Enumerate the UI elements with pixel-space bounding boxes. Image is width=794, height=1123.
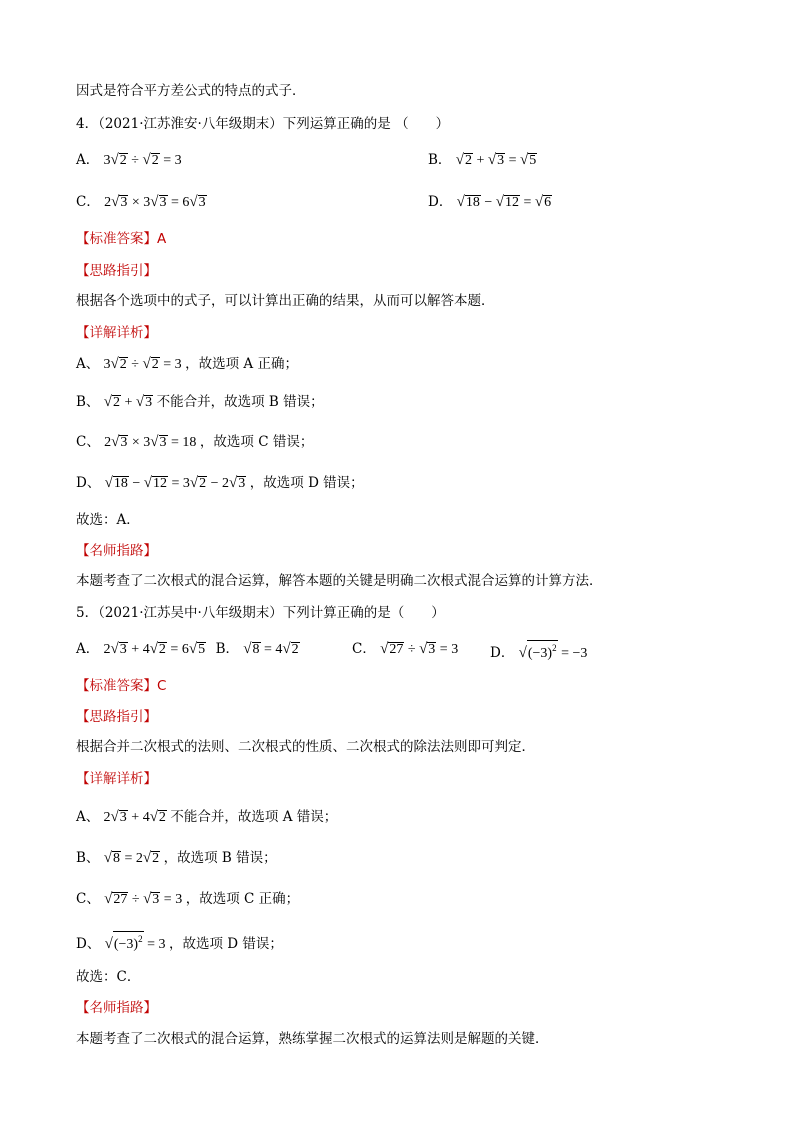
q4-option-b: B． √2 + √3 = √5	[428, 152, 537, 168]
q5-idea: 根据合并二次根式的法则、二次根式的性质、二次根式的除法法则即可判定．	[76, 739, 535, 755]
q4-detail-a: A、 3√2 ÷ √2 = 3 ，故选项 A 正确；	[76, 356, 298, 372]
q5-detail-a: A、 2√3 + 4√2 不能合并，故选项 A 错误；	[76, 809, 338, 825]
q5-option-d: D． $√(-3)^2 = -3$	[490, 640, 587, 663]
q5-detail-c: C、 √27 ÷ √3 = 3 ，故选项 C 正确；	[76, 891, 300, 907]
q5-option-a: A． 2√3 + 4√2 = 6√5	[76, 641, 206, 657]
q5-stem: 5．（2021·江苏吴中·八年级期末）下列计算正确的是（ ）	[76, 605, 445, 621]
q4-detail-b: B、 √2 + √3 不能合并，故选项 B 错误；	[76, 394, 324, 410]
q4-detail-d: D、 √18 − √12 = 3√2 − 2√3 ，故选项 D 错误；	[76, 475, 364, 491]
q4-teacher-heading: 【名师指路】	[76, 543, 157, 559]
q4-detail-heading: 【详解详析】	[76, 325, 157, 341]
q4-stem: 4．（2021·江苏淮安·八年级期末）下列运算正确的是 （ ）	[76, 116, 450, 132]
q5-answer: 【标准答案】C	[76, 678, 167, 694]
q5-option-b: B． √8 = 4√2	[215, 641, 299, 657]
q5-option-c: C． √27 ÷ √3 = 3	[352, 641, 459, 657]
math-expression: 3√2 ÷ √2 = 3	[103, 152, 182, 168]
q5-choose: 故选：C．	[76, 969, 141, 985]
option-label: A．	[76, 152, 100, 168]
q4-option-d: D． √18 − √12 = √6	[428, 194, 552, 210]
q5-teacher: 本题考查了二次根式的混合运算，熟练掌握二次根式的运算法则是解题的关键．	[76, 1031, 549, 1047]
q4-idea-heading: 【思路指引】	[76, 263, 157, 279]
q5-idea-heading: 【思路指引】	[76, 709, 157, 725]
q4-choose: 故选：A．	[76, 512, 140, 528]
q5-options	[76, 640, 588, 661]
q4-answer: 【标准答案】A	[76, 231, 167, 247]
q5-detail-d: D、 $√(-3)^2 = 3$ ，故选项 D 错误；	[76, 931, 283, 954]
q5-teacher-heading: 【名师指路】	[76, 1000, 157, 1016]
q4-option-c: C． 2√3 × 3√3 = 6√3 D． √18 − √12 = √6	[76, 194, 552, 210]
q5-detail-heading: 【详解详析】	[76, 771, 157, 787]
q4-teacher: 本题考查了二次根式的混合运算，解答本题的关键是明确二次根式混合运算的计算方法．	[76, 573, 603, 589]
q4-detail-c: C、 2√3 × 3√3 = 18 ，故选项 C 错误；	[76, 434, 314, 450]
q4-idea: 根据各个选项中的式子，可以计算出正确的结果，从而可以解答本题．	[76, 293, 495, 309]
q5-detail-b: B、 √8 = 2√2 ，故选项 B 错误；	[76, 850, 277, 866]
intro-line: 因式是符合平方差公式的特点的式子．	[76, 83, 306, 99]
q4-option-a	[76, 151, 537, 170]
